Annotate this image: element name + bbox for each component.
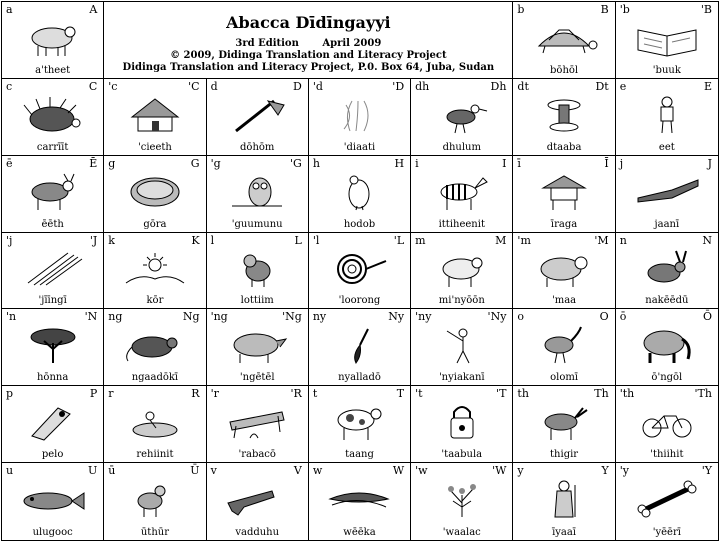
uppercase-letter: C: [88, 79, 98, 93]
man-icon: [632, 95, 702, 135]
uppercase-letter: E: [703, 79, 712, 93]
uppercase-letter: J: [707, 156, 712, 170]
elder-icon: [529, 479, 599, 519]
lowercase-letter: ō: [619, 310, 627, 324]
uppercase-letter: D: [293, 79, 302, 93]
lowercase-letter: h: [312, 156, 320, 170]
letter-cell: [309, 79, 411, 156]
example-word: dhulum: [442, 141, 481, 153]
roots-icon: [324, 95, 394, 135]
example-word: kōr: [146, 295, 164, 307]
uppercase-letter: ꞌNg: [282, 310, 302, 324]
lowercase-letter: p: [6, 387, 14, 401]
example-word: hōnna: [36, 372, 69, 384]
letter-cell: [616, 309, 718, 386]
letter-cell: [104, 156, 206, 233]
cow2-icon: [324, 402, 394, 442]
lowercase-letter: ꞌr: [210, 387, 219, 401]
vulture-icon: [324, 172, 394, 212]
example-word: thigir: [550, 449, 579, 461]
goat-icon: [18, 172, 88, 212]
example-word: ꞌthiihit: [650, 449, 684, 461]
example-word: ꞌnyiakanī: [438, 372, 485, 384]
uppercase-letter: ꞌB: [700, 3, 712, 16]
example-word: rehiinit: [136, 449, 174, 461]
uppercase-letter: ꞌW: [492, 464, 507, 478]
lowercase-letter: v: [210, 464, 217, 478]
example-word: ittiheenit: [438, 218, 485, 230]
example-word: ngaadōkī: [131, 372, 179, 384]
letter-cell: [513, 309, 615, 386]
example-word: ꞌbuuk: [652, 64, 681, 76]
example-word: ꞌngētēl: [239, 372, 275, 384]
lowercase-letter: ū: [108, 464, 116, 478]
lowercase-letter: b: [517, 3, 525, 16]
gourd-icon: [18, 402, 88, 442]
letter-cell: [2, 386, 104, 463]
uppercase-letter: ꞌR: [290, 387, 302, 401]
basket-icon: [120, 172, 190, 212]
ostrich-icon: [529, 325, 599, 365]
example-word: īyaaī: [552, 526, 577, 538]
example-word: ꞌyēērī: [652, 526, 681, 538]
chart-header: [104, 2, 513, 79]
edition: 3rd Edition: [235, 38, 299, 49]
edition-date: April 2009: [322, 38, 382, 49]
letter-cell: [411, 79, 513, 156]
dog-icon: [120, 479, 190, 519]
uppercase-letter: ꞌNy: [487, 310, 507, 324]
rope-icon: [324, 249, 394, 289]
uppercase-letter: Dh: [490, 79, 507, 93]
lowercase-letter: dt: [517, 79, 529, 93]
grinder-icon: [120, 402, 190, 442]
letter-cell: [2, 156, 104, 233]
lowercase-letter: ꞌd: [312, 79, 323, 93]
example-word: aꞌtheet: [35, 64, 71, 76]
rat-icon: [120, 325, 190, 365]
lowercase-letter: ny: [312, 310, 327, 324]
broom-icon: [632, 172, 702, 212]
lowercase-letter: t: [312, 387, 318, 401]
letter-cell: [513, 233, 615, 310]
letter-cell: [2, 79, 104, 156]
letter-cell: [309, 309, 411, 386]
example-word: bōhōl: [550, 64, 579, 76]
thrower-icon: [427, 325, 497, 365]
uppercase-letter: R: [191, 387, 200, 401]
example-word: lottiim: [240, 295, 274, 307]
letter-cell: [309, 233, 411, 310]
lowercase-letter: g: [108, 156, 116, 170]
uppercase-letter: ꞌC: [188, 79, 200, 93]
example-word: ōꞌngōl: [651, 372, 683, 384]
letter-cell: [309, 156, 411, 233]
chart-title: Abacca Dīdīngayyi: [226, 13, 391, 32]
letter-cell: [411, 386, 513, 463]
example-word: vadduhu: [235, 526, 280, 538]
sticks-icon: [18, 249, 88, 289]
rack-icon: [222, 402, 292, 442]
donkey-icon: [529, 402, 599, 442]
lowercase-letter: c: [6, 79, 13, 93]
letter-cell: [207, 79, 309, 156]
bicycle-icon: [632, 402, 702, 442]
lowercase-letter: e: [619, 79, 627, 93]
letter-cell: [616, 156, 718, 233]
lowercase-letter: a: [6, 3, 13, 16]
uppercase-letter: Ny: [388, 310, 405, 324]
example-word: nyalladō: [338, 372, 381, 384]
hut-icon: [120, 95, 190, 135]
letter-cell: [513, 386, 615, 463]
example-word: hodob: [343, 218, 376, 230]
example-word: ꞌjīīngī: [38, 295, 67, 307]
example-word: eet: [658, 141, 675, 153]
uppercase-letter: ꞌT: [496, 387, 507, 401]
granary-icon: [529, 172, 599, 212]
uppercase-letter: ꞌG: [290, 156, 302, 170]
letter-cell: [411, 309, 513, 386]
lowercase-letter: r: [108, 387, 114, 401]
uppercase-letter: B: [600, 3, 609, 16]
lowercase-letter: ꞌth: [619, 387, 635, 401]
example-word: pelo: [41, 449, 64, 461]
letter-cell: [2, 233, 104, 310]
lowercase-letter: ē: [6, 156, 13, 170]
lowercase-letter: ng: [108, 310, 123, 324]
pipe-icon: [529, 95, 599, 135]
example-word: ꞌguumunu: [231, 218, 283, 230]
zebra-icon: [427, 172, 497, 212]
lowercase-letter: ꞌy: [619, 464, 629, 478]
uppercase-letter: T: [396, 387, 405, 401]
hoe-icon: [222, 95, 292, 135]
uppercase-letter: Y: [601, 464, 609, 478]
example-word: wēēka: [343, 526, 376, 538]
bush-icon: [427, 479, 497, 519]
uppercase-letter: ꞌD: [392, 79, 405, 93]
lowercase-letter: l: [210, 233, 215, 247]
hare-icon: [632, 249, 702, 289]
uppercase-letter: ꞌTh: [694, 387, 712, 401]
lowercase-letter: o: [517, 310, 525, 324]
letter-cell: [411, 233, 513, 310]
uppercase-letter: ꞌY: [701, 464, 712, 478]
example-word: jaanī: [654, 218, 680, 230]
lowercase-letter: ꞌc: [108, 79, 118, 93]
example-word: ꞌwaalac: [442, 526, 481, 538]
sun-icon: [120, 249, 190, 289]
example-word: carrīīt: [36, 141, 69, 153]
okra-icon: [324, 479, 394, 519]
letter-cell: [207, 233, 309, 310]
letter-cell: [513, 156, 615, 233]
uppercase-letter: O: [599, 310, 609, 324]
uppercase-letter: Th: [594, 387, 609, 401]
bird-icon: [427, 95, 497, 135]
letter-cell: [411, 156, 513, 233]
letter-cell: [616, 2, 718, 79]
fish-icon: [18, 479, 88, 519]
bone-icon: [632, 479, 702, 519]
porcupine-icon: [18, 95, 88, 135]
uppercase-letter: Ō: [702, 310, 712, 324]
example-word: ēēth: [41, 218, 64, 230]
letter-cell: [207, 463, 309, 540]
uppercase-letter: H: [394, 156, 405, 170]
lowercase-letter: ꞌl: [312, 233, 320, 247]
example-word: ꞌdiaati: [343, 141, 376, 153]
lowercase-letter: k: [108, 233, 115, 247]
lowercase-letter: d: [210, 79, 218, 93]
elephant-icon: [632, 325, 702, 365]
uppercase-letter: Ū: [190, 464, 200, 478]
uppercase-letter: ꞌJ: [89, 233, 98, 247]
letter-cell: [2, 2, 104, 79]
lowercase-letter: ꞌm: [517, 233, 531, 247]
tortoise-icon: [529, 18, 599, 58]
lowercase-letter: u: [6, 464, 14, 478]
example-word: dtaaba: [546, 141, 582, 153]
uppercase-letter: Dt: [595, 79, 609, 93]
tree-icon: [18, 325, 88, 365]
padlock-icon: [427, 402, 497, 442]
lowercase-letter: ꞌn: [6, 310, 17, 324]
alphabet-grid: [2, 2, 718, 540]
lowercase-letter: ꞌt: [415, 387, 423, 401]
uppercase-letter: U: [88, 464, 98, 478]
example-word: ꞌloorong: [338, 295, 381, 307]
address: Didinga Translation and Literacy Project, P.0. Box 64, Juba, Sudan: [122, 62, 495, 73]
lowercase-letter: n: [619, 233, 627, 247]
letter-cell: [616, 233, 718, 310]
example-word: dōhōm: [240, 141, 275, 153]
letter-cell: [616, 386, 718, 463]
owl-icon: [222, 172, 292, 212]
lowercase-letter: j: [619, 156, 624, 170]
uppercase-letter: A: [89, 3, 98, 16]
example-word: nakēēdū: [645, 295, 689, 307]
example-word: ūthūr: [140, 526, 169, 538]
baboon-icon: [222, 249, 292, 289]
letter-cell: [207, 386, 309, 463]
uppercase-letter: K: [191, 233, 200, 247]
lowercase-letter: dh: [415, 79, 430, 93]
lowercase-letter: ꞌb: [619, 3, 630, 16]
letter-cell: [513, 79, 615, 156]
lowercase-letter: ꞌj: [6, 233, 13, 247]
lowercase-letter: ī: [517, 156, 521, 170]
lowercase-letter: th: [517, 387, 529, 401]
example-word: miꞌnyōōn: [438, 295, 485, 307]
uppercase-letter: W: [392, 464, 405, 478]
lowercase-letter: ꞌny: [415, 310, 432, 324]
uppercase-letter: ꞌM: [594, 233, 609, 247]
rhino-icon: [222, 325, 292, 365]
uppercase-letter: Ē: [89, 156, 98, 170]
example-word: īraga: [550, 218, 578, 230]
letter-cell: [207, 309, 309, 386]
cow-icon: [529, 249, 599, 289]
lowercase-letter: i: [415, 156, 419, 170]
uppercase-letter: Ng: [182, 310, 200, 324]
example-word: gōra: [143, 218, 167, 230]
letter-cell: [2, 463, 104, 540]
lowercase-letter: ꞌg: [210, 156, 221, 170]
letter-cell: [2, 309, 104, 386]
letter-cell: [513, 2, 615, 79]
uppercase-letter: N: [702, 233, 712, 247]
letter-cell: [104, 463, 206, 540]
letter-cell: [104, 233, 206, 310]
uppercase-letter: V: [293, 464, 302, 478]
letter-cell: [104, 309, 206, 386]
lowercase-letter: ꞌng: [210, 310, 228, 324]
book-icon: [632, 18, 702, 58]
whisk-icon: [324, 325, 394, 365]
example-word: ꞌtaabula: [441, 449, 483, 461]
example-word: ꞌmaa: [551, 295, 577, 307]
uppercase-letter: Ī: [604, 156, 609, 170]
letter-cell: [309, 386, 411, 463]
sheep2-icon: [427, 249, 497, 289]
letter-cell: [104, 386, 206, 463]
edition-line: [104, 38, 512, 50]
uppercase-letter: P: [89, 387, 98, 401]
example-word: ꞌrabacō: [238, 449, 276, 461]
lowercase-letter: ꞌw: [415, 464, 428, 478]
alphabet-chart: [1, 1, 719, 541]
lowercase-letter: y: [517, 464, 524, 478]
uppercase-letter: ꞌL: [393, 233, 405, 247]
letter-cell: [411, 463, 513, 540]
example-word: olomī: [550, 372, 579, 384]
uppercase-letter: L: [294, 233, 302, 247]
letter-cell: [616, 79, 718, 156]
lowercase-letter: w: [312, 464, 323, 478]
letter-cell: [104, 79, 206, 156]
example-word: taang: [345, 449, 374, 461]
letter-cell: [513, 463, 615, 540]
uppercase-letter: M: [495, 233, 507, 247]
letter-cell: [207, 156, 309, 233]
copyright: © 2009, Didinga Translation and Literacy Project: [170, 50, 447, 61]
sheep-icon: [18, 18, 88, 58]
gun-icon: [222, 479, 292, 519]
letter-cell: [309, 463, 411, 540]
lowercase-letter: m: [415, 233, 426, 247]
example-word: ꞌcieeth: [138, 141, 172, 153]
uppercase-letter: I: [502, 156, 507, 170]
uppercase-letter: ꞌN: [84, 310, 98, 324]
letter-cell: [616, 463, 718, 540]
uppercase-letter: G: [190, 156, 200, 170]
example-word: ulugooc: [32, 526, 73, 538]
